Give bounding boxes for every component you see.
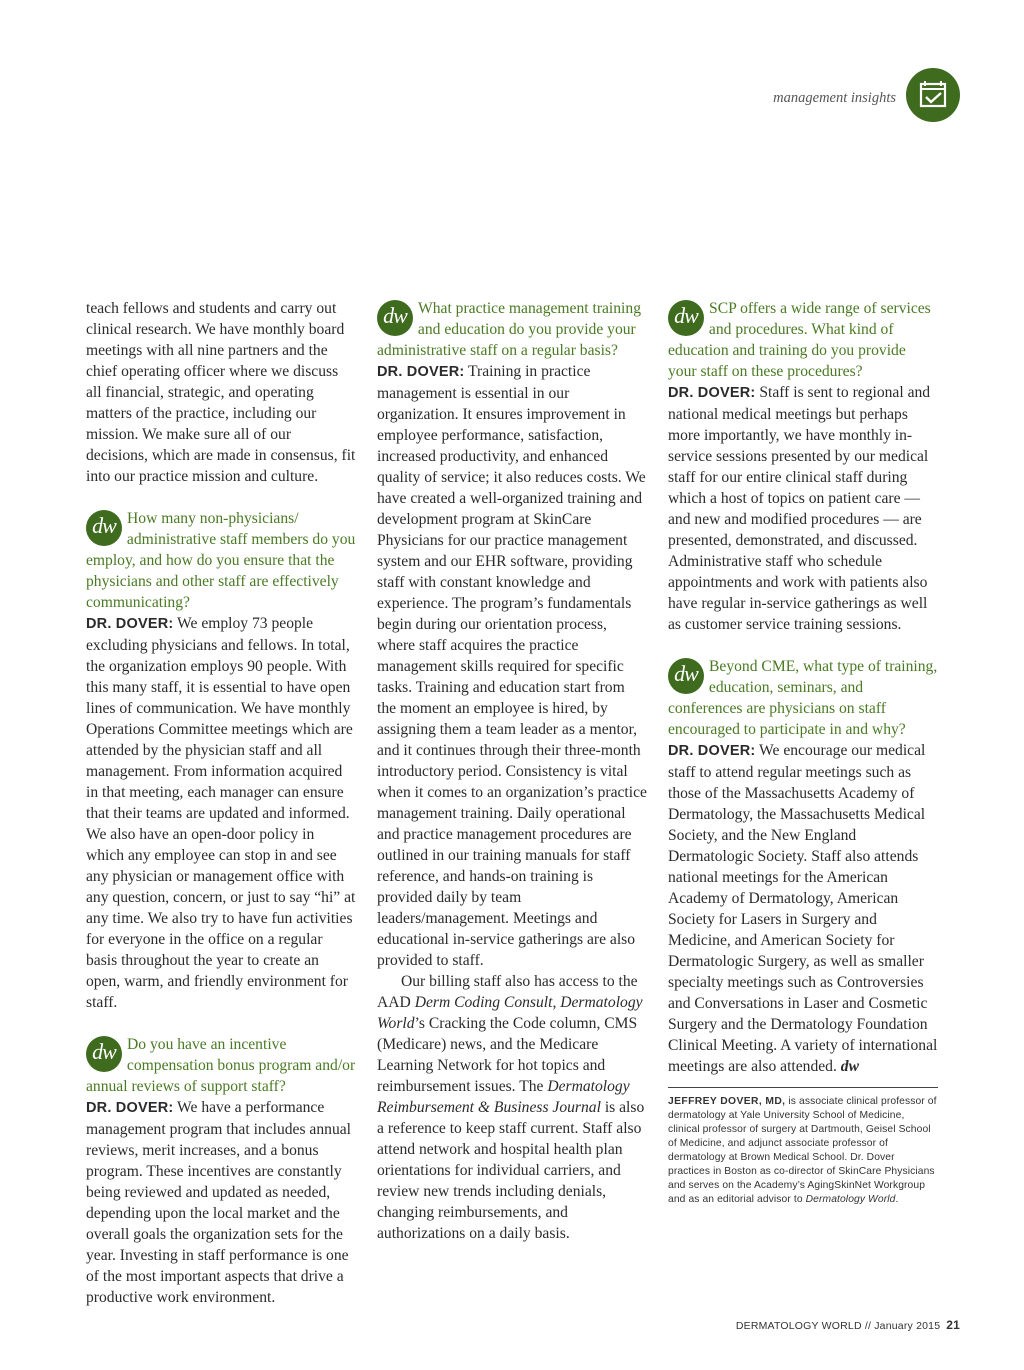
speaker-label: DR. DOVER: [86, 616, 174, 632]
publication-name: DERMATOLOGY WORLD // January 2015 [735, 1320, 941, 1332]
question-block [668, 298, 938, 382]
answer: DR. DOVER: Staff is sent to regional and national medical meetings but perhaps more importantly, we have monthly in-service sessions presented by our medical staff for our entire clinical staff during which a host of topics on patient care — and new and modified procedures — are presented, demonstrated, and discussed. Administrative staff who schedule appointments and work with patients also have regular in-service gatherings as well as customer service training sessions. [668, 384, 931, 633]
dw-badge-icon: dw [86, 1036, 122, 1072]
question-block [377, 298, 647, 361]
section-label: management insights [773, 90, 896, 106]
author-bio: JEFFREY DOVER, MD, is associate clinical professor of dermatology at Yale University School of Medicine, clinical professor of surgery at Dartmouth, Geisel School of Medicine, and adjunct associate professor of dermatology at Brown Medical School. Dr. Dover practices in Boston as co-director of SkinCare Physicians and serves on the Academy’s AgingSkinNet Workgroup and as an editorial advisor to Dermatology World. [668, 1087, 938, 1207]
author-name: JEFFREY DOVER, MD, [668, 1096, 786, 1107]
column-3 [668, 298, 938, 1207]
speaker-label: DR. DOVER: [377, 364, 465, 380]
checklist-icon [906, 68, 960, 122]
dw-badge-icon: dw [86, 510, 122, 546]
question: Do you have an incentive compensation bonus program and/or annual reviews of support staff? [86, 1036, 356, 1095]
question: SCP offers a wide range of services and procedures. What kind of education and training do you provide your staff on these procedures? [668, 300, 931, 380]
paragraph: Our billing staff also has access to the AAD Derm Coding Consult, Dermatology World’s Cracking the Code column, CMS (Medicare) news, and the Medicare Learning Network for hot topics and reimbursement issues. The Dermatology Reimbursement & Business Journal is also a reference to keep staff current. Staff also attend network and hospital health plan orientations for individual carriers, and review new trends including denials, changing reimbursements, and authorizations on a daily basis. [377, 973, 645, 1242]
column-2 [377, 298, 647, 1244]
answer: DR. DOVER: We have a performance management program that includes annual reviews, merit increases, and a bonus program. These incentives are constantly being reviewed and updated as needed, depending upon the local market and the overall goals the organization sets for the year. Investing in staff performance is one of the most important aspects that drive a productive work environment. [86, 1099, 352, 1306]
end-mark: dw [840, 1058, 859, 1075]
answer: DR. DOVER: We encourage our medical staff to attend regular meetings such as those of the Massachusetts Academy of Dermatology, the Massachusetts Medical Society, and the New England Dermatologic Society. Staff also attends national meetings for the American Academy of Dermatology, American Society for Lasers in Surgery and Medicine, and American Society for Dermatologic Surgery, as well as smaller specialty meetings such as Controversies and Conversations in Laser and Cosmetic Surgery and the Dermatology Foundation Clinical Meeting. A variety of international meetings are also attended. dw [668, 742, 938, 1075]
page-number: 21 [946, 1318, 960, 1332]
intro-paragraph: teach fellows and students and carry out clinical research. We have monthly board meetings with all nine partners and the chief operating officer where we discuss all financial, strategic, and operating matters of the practice, including our mission. We make sure all of our decisions, which are made in consensus, fit into our practice mission and culture. [86, 300, 356, 485]
dw-badge-icon: dw [668, 300, 704, 336]
question-block [668, 656, 938, 740]
question: Beyond CME, what type of training, education, seminars, and conferences are physicians on staff encouraged to participate in and why? [668, 658, 938, 738]
question-block [86, 508, 356, 613]
answer: DR. DOVER: Training in practice management is essential in our organization. It ensures improvement in employee performance, satisfaction, increased productivity, and enhanced quality of service; it also reduces costs. We have created a well-organized training and development program at SkinCare Physicians for our practice management system and our EHR software, providing staff with constant knowledge and experience. The program’s fundamentals begin during our orientation process, where staff acquires the practice management skills required for specific tasks. Training and education start from the moment an employee is hired, by assigning them a team leader as a mentor, and it continues through their three-month introductory period. Consistency is vital when it comes to an organization’s practice management training. Daily operational and practice management procedures are outlined in our training manuals for staff reference, and hands-on training is provided daily by team leaders/management. Meetings and educational in-service gatherings are also provided to staff. [377, 363, 647, 969]
speaker-label: DR. DOVER: [668, 743, 756, 759]
dw-badge-icon: dw [377, 300, 413, 336]
speaker-label: DR. DOVER: [668, 385, 756, 401]
question: How many non-physicians/ administrative staff members do you employ, and how do you ensure that the physicians and other staff are effectively communicating? [86, 510, 356, 611]
page-footer [736, 1318, 960, 1332]
question: What practice management training and education do you provide your administrative staff on a regular basis? [377, 300, 641, 359]
answer: DR. DOVER: We employ 73 people excluding physicians and fellows. In total, the organization employs 90 people. With this many staff, it is essential to have open lines of communication. We have monthly Operations Committee meetings which are attended by the physician staff and all management. From information acquired in that meeting, each manager can ensure that their teams are updated and informed. We also have an open-door policy in which any employee can stop in and see any physician or management office with any question, concern, or just to say “hi” at any time. We also try to have fun activities for everyone in the office on a regular basis throughout the year to create an open, warm, and friendly environment for staff. [86, 615, 356, 1011]
speaker-label: DR. DOVER: [86, 1100, 174, 1116]
dw-badge-icon: dw [668, 658, 704, 694]
question-block [86, 1034, 356, 1097]
column-1 [86, 298, 356, 1308]
